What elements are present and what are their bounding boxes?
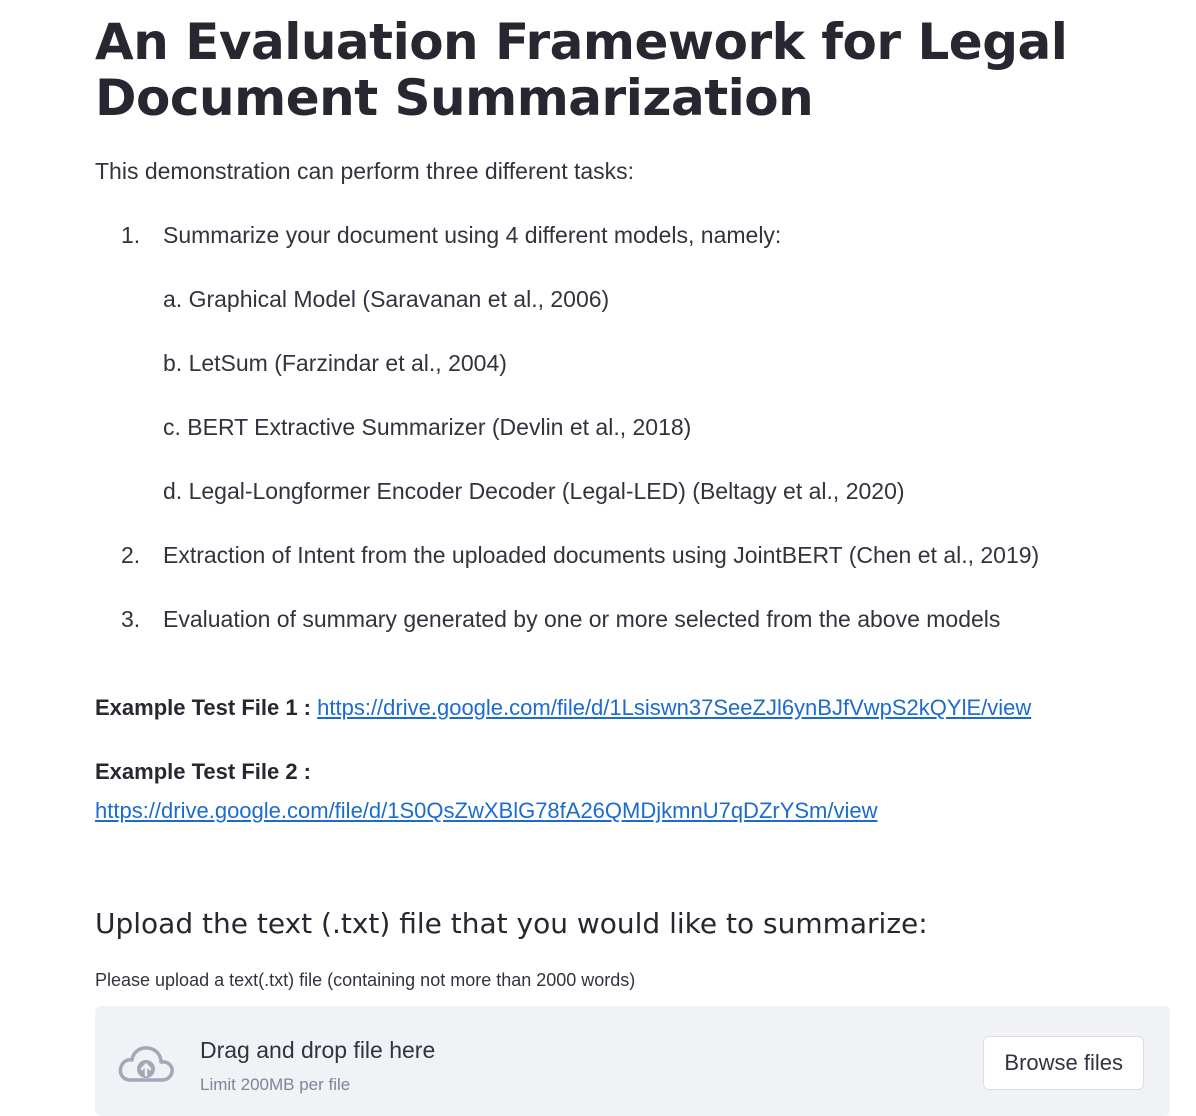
page-title: An Evaluation Framework for Legal Document Summarization xyxy=(95,13,1068,127)
model-item: a. Graphical Model (Saravanan et al., 2006) xyxy=(163,286,610,312)
task-item xyxy=(121,221,781,249)
cloud-upload-icon xyxy=(117,1044,175,1086)
example-file-2-link-row xyxy=(95,797,878,825)
task-number: 3. xyxy=(121,606,141,632)
task-text: Evaluation of summary generated by one or more selected from the above models xyxy=(163,606,1001,632)
intro-text: This demonstration can perform three different tasks: xyxy=(95,158,635,184)
example-file-1-link[interactable]: https://drive.google.com/file/d/1Lsiswn37SeeZJl6ynBJfVwpS2kQYlE/view xyxy=(317,695,1032,720)
upload-heading: Upload the text (.txt) file that you would like to summarize: xyxy=(95,907,928,940)
task-item xyxy=(121,541,1039,569)
file-dropzone[interactable] xyxy=(95,1006,1170,1116)
task-text: Summarize your document using 4 different models, namely: xyxy=(163,222,782,248)
example-file-1-label: Example Test File 1 : xyxy=(95,695,312,720)
model-item: b. LetSum (Farzindar et al., 2004) xyxy=(163,350,507,376)
task-item xyxy=(121,605,1000,633)
model-item: c. BERT Extractive Summarizer (Devlin et al., 2018) xyxy=(163,414,692,440)
example-file-2 xyxy=(95,758,311,786)
task-number: 1. xyxy=(121,222,141,248)
example-file-2-label: Example Test File 2 : xyxy=(95,759,312,784)
task-number: 2. xyxy=(121,542,141,568)
browse-files-button[interactable]: Browse files xyxy=(983,1036,1144,1090)
task-text: Extraction of Intent from the uploaded documents using JointBERT (Chen et al., 2019) xyxy=(163,542,1040,568)
upload-label: Please upload a text(.txt) file (containing not more than 2000 words) xyxy=(95,970,636,990)
dropzone-limit: Limit 200MB per file xyxy=(200,1075,351,1094)
model-item: d. Legal-Longformer Encoder Decoder (Legal-LED) (Beltagy et al., 2020) xyxy=(163,478,905,504)
example-file-1 xyxy=(95,694,1031,722)
dropzone-instructions: Drag and drop file here xyxy=(200,1037,436,1063)
example-file-2-link[interactable]: https://drive.google.com/file/d/1S0QsZwXBlG78fA26QMDjkmnU7qDZrYSm/view xyxy=(95,798,878,823)
